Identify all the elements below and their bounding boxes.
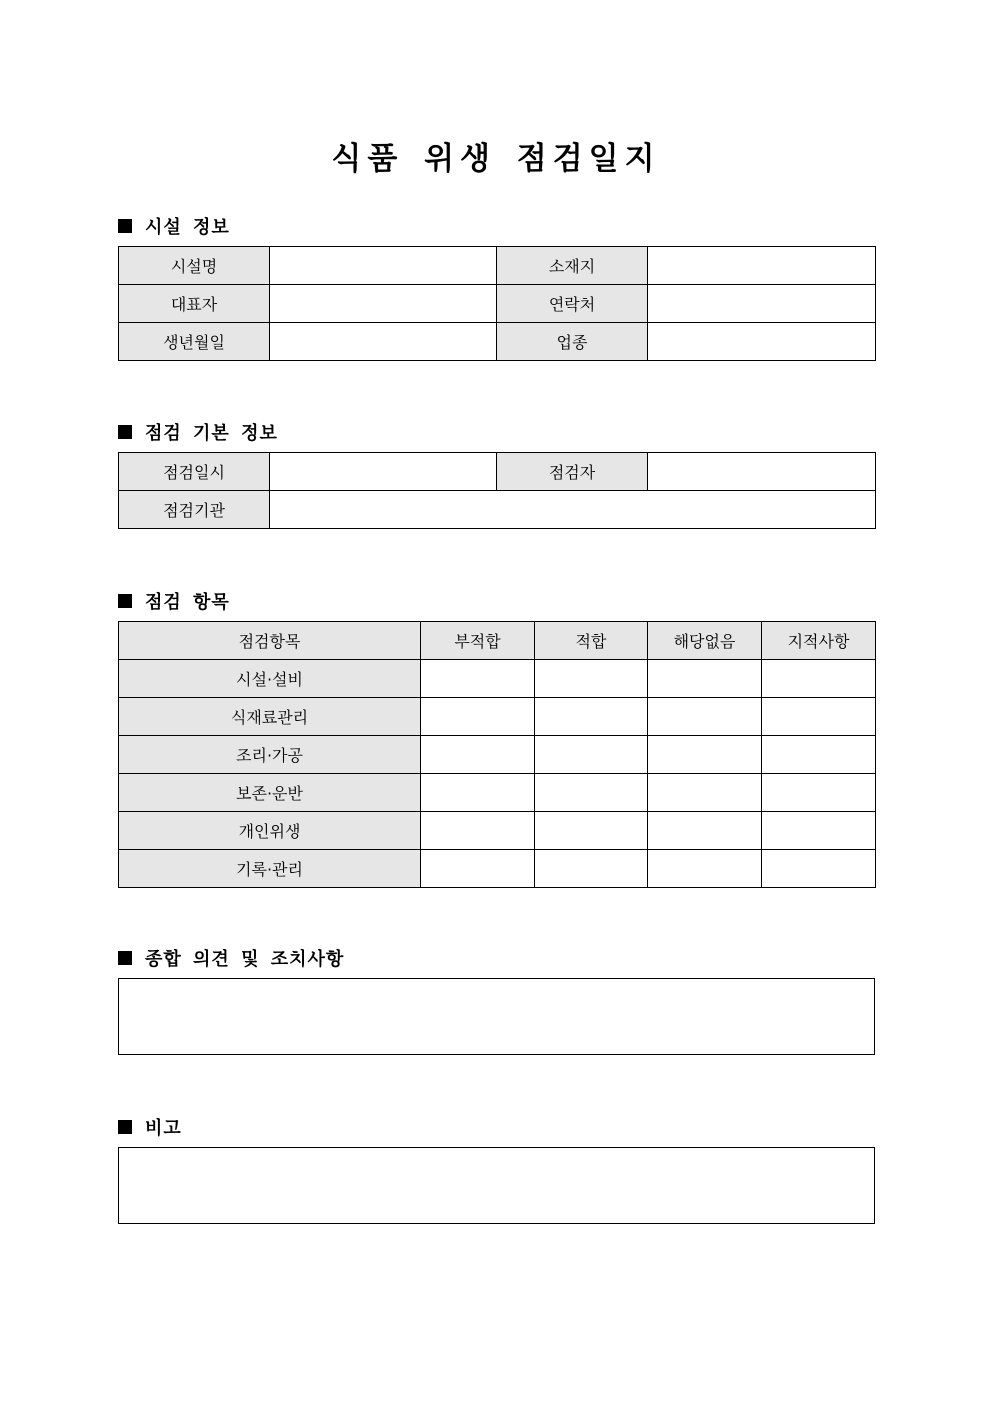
table-row bbox=[119, 285, 876, 323]
facility-name-label: 시설명 bbox=[119, 247, 270, 285]
not-applicable-cell[interactable] bbox=[648, 736, 762, 774]
section-heading-inspection-basic-label: 점검 기본 정보 bbox=[145, 423, 278, 444]
conforming-cell[interactable] bbox=[535, 736, 648, 774]
section-heading-facility-label: 시설 정보 bbox=[145, 217, 230, 238]
nonconforming-cell[interactable] bbox=[421, 774, 535, 812]
section-heading-summary bbox=[118, 945, 344, 971]
table-header-row bbox=[119, 622, 876, 660]
table-row bbox=[119, 774, 876, 812]
section-heading-notes bbox=[118, 1114, 182, 1140]
section-heading-summary-label: 종합 의견 및 조치사항 bbox=[145, 949, 345, 970]
summary-textbox[interactable] bbox=[118, 978, 875, 1055]
nonconforming-cell[interactable] bbox=[421, 736, 535, 774]
conforming-cell[interactable] bbox=[535, 660, 648, 698]
birthdate-label: 생년월일 bbox=[119, 323, 270, 361]
section-heading-inspection-items-label: 점검 항목 bbox=[145, 592, 230, 613]
table-row bbox=[119, 812, 876, 850]
item-label: 식재료관리 bbox=[119, 698, 421, 736]
conforming-cell[interactable] bbox=[535, 698, 648, 736]
section-heading-inspection-items bbox=[118, 588, 230, 614]
item-label: 보존·운반 bbox=[119, 774, 421, 812]
not-applicable-cell[interactable] bbox=[648, 698, 762, 736]
inspection-basic-table bbox=[118, 452, 876, 529]
square-bullet-icon bbox=[118, 594, 132, 608]
table-row bbox=[119, 453, 876, 491]
item-label: 개인위생 bbox=[119, 812, 421, 850]
inspection-agency-label: 점검기관 bbox=[119, 491, 270, 529]
table-row bbox=[119, 323, 876, 361]
not-applicable-cell[interactable] bbox=[648, 850, 762, 888]
item-label: 기록·관리 bbox=[119, 850, 421, 888]
business-type-field[interactable] bbox=[648, 323, 876, 361]
table-row bbox=[119, 660, 876, 698]
column-header-nonconforming: 부적합 bbox=[421, 622, 535, 660]
nonconforming-cell[interactable] bbox=[421, 850, 535, 888]
item-label: 조리·가공 bbox=[119, 736, 421, 774]
inspection-agency-field[interactable] bbox=[270, 491, 876, 529]
column-header-not-applicable: 해당없음 bbox=[648, 622, 762, 660]
location-field[interactable] bbox=[648, 247, 876, 285]
remarks-cell[interactable] bbox=[762, 698, 876, 736]
item-label: 시설·설비 bbox=[119, 660, 421, 698]
inspection-items-table bbox=[118, 621, 876, 888]
square-bullet-icon bbox=[118, 951, 132, 965]
column-header-remarks: 지적사항 bbox=[762, 622, 876, 660]
column-header-conforming: 적합 bbox=[535, 622, 648, 660]
conforming-cell[interactable] bbox=[535, 850, 648, 888]
inspector-label: 점검자 bbox=[497, 453, 648, 491]
representative-field[interactable] bbox=[270, 285, 497, 323]
representative-label: 대표자 bbox=[119, 285, 270, 323]
table-row bbox=[119, 698, 876, 736]
table-row bbox=[119, 247, 876, 285]
inspector-field[interactable] bbox=[648, 453, 876, 491]
section-heading-facility bbox=[118, 213, 230, 239]
table-row bbox=[119, 491, 876, 529]
facility-info-table bbox=[118, 246, 876, 361]
facility-name-field[interactable] bbox=[270, 247, 497, 285]
remarks-cell[interactable] bbox=[762, 850, 876, 888]
page-title: 식품 위생 점검일지 bbox=[331, 141, 661, 177]
inspection-date-field[interactable] bbox=[270, 453, 497, 491]
square-bullet-icon bbox=[118, 425, 132, 439]
contact-field[interactable] bbox=[648, 285, 876, 323]
table-row bbox=[119, 850, 876, 888]
section-heading-inspection-basic bbox=[118, 419, 278, 445]
not-applicable-cell[interactable] bbox=[648, 660, 762, 698]
nonconforming-cell[interactable] bbox=[421, 812, 535, 850]
birthdate-field[interactable] bbox=[270, 323, 497, 361]
conforming-cell[interactable] bbox=[535, 812, 648, 850]
inspection-date-label: 점검일시 bbox=[119, 453, 270, 491]
conforming-cell[interactable] bbox=[535, 774, 648, 812]
square-bullet-icon bbox=[118, 1120, 132, 1134]
square-bullet-icon bbox=[118, 219, 132, 233]
remarks-cell[interactable] bbox=[762, 812, 876, 850]
remarks-cell[interactable] bbox=[762, 736, 876, 774]
column-header-item: 점검항목 bbox=[119, 622, 421, 660]
contact-label: 연락처 bbox=[497, 285, 648, 323]
location-label: 소재지 bbox=[497, 247, 648, 285]
table-row bbox=[119, 736, 876, 774]
nonconforming-cell[interactable] bbox=[421, 698, 535, 736]
business-type-label: 업종 bbox=[497, 323, 648, 361]
not-applicable-cell[interactable] bbox=[648, 812, 762, 850]
section-heading-notes-label: 비고 bbox=[145, 1118, 182, 1139]
not-applicable-cell[interactable] bbox=[648, 774, 762, 812]
remarks-cell[interactable] bbox=[762, 660, 876, 698]
notes-textbox[interactable] bbox=[118, 1147, 875, 1224]
nonconforming-cell[interactable] bbox=[421, 660, 535, 698]
remarks-cell[interactable] bbox=[762, 774, 876, 812]
